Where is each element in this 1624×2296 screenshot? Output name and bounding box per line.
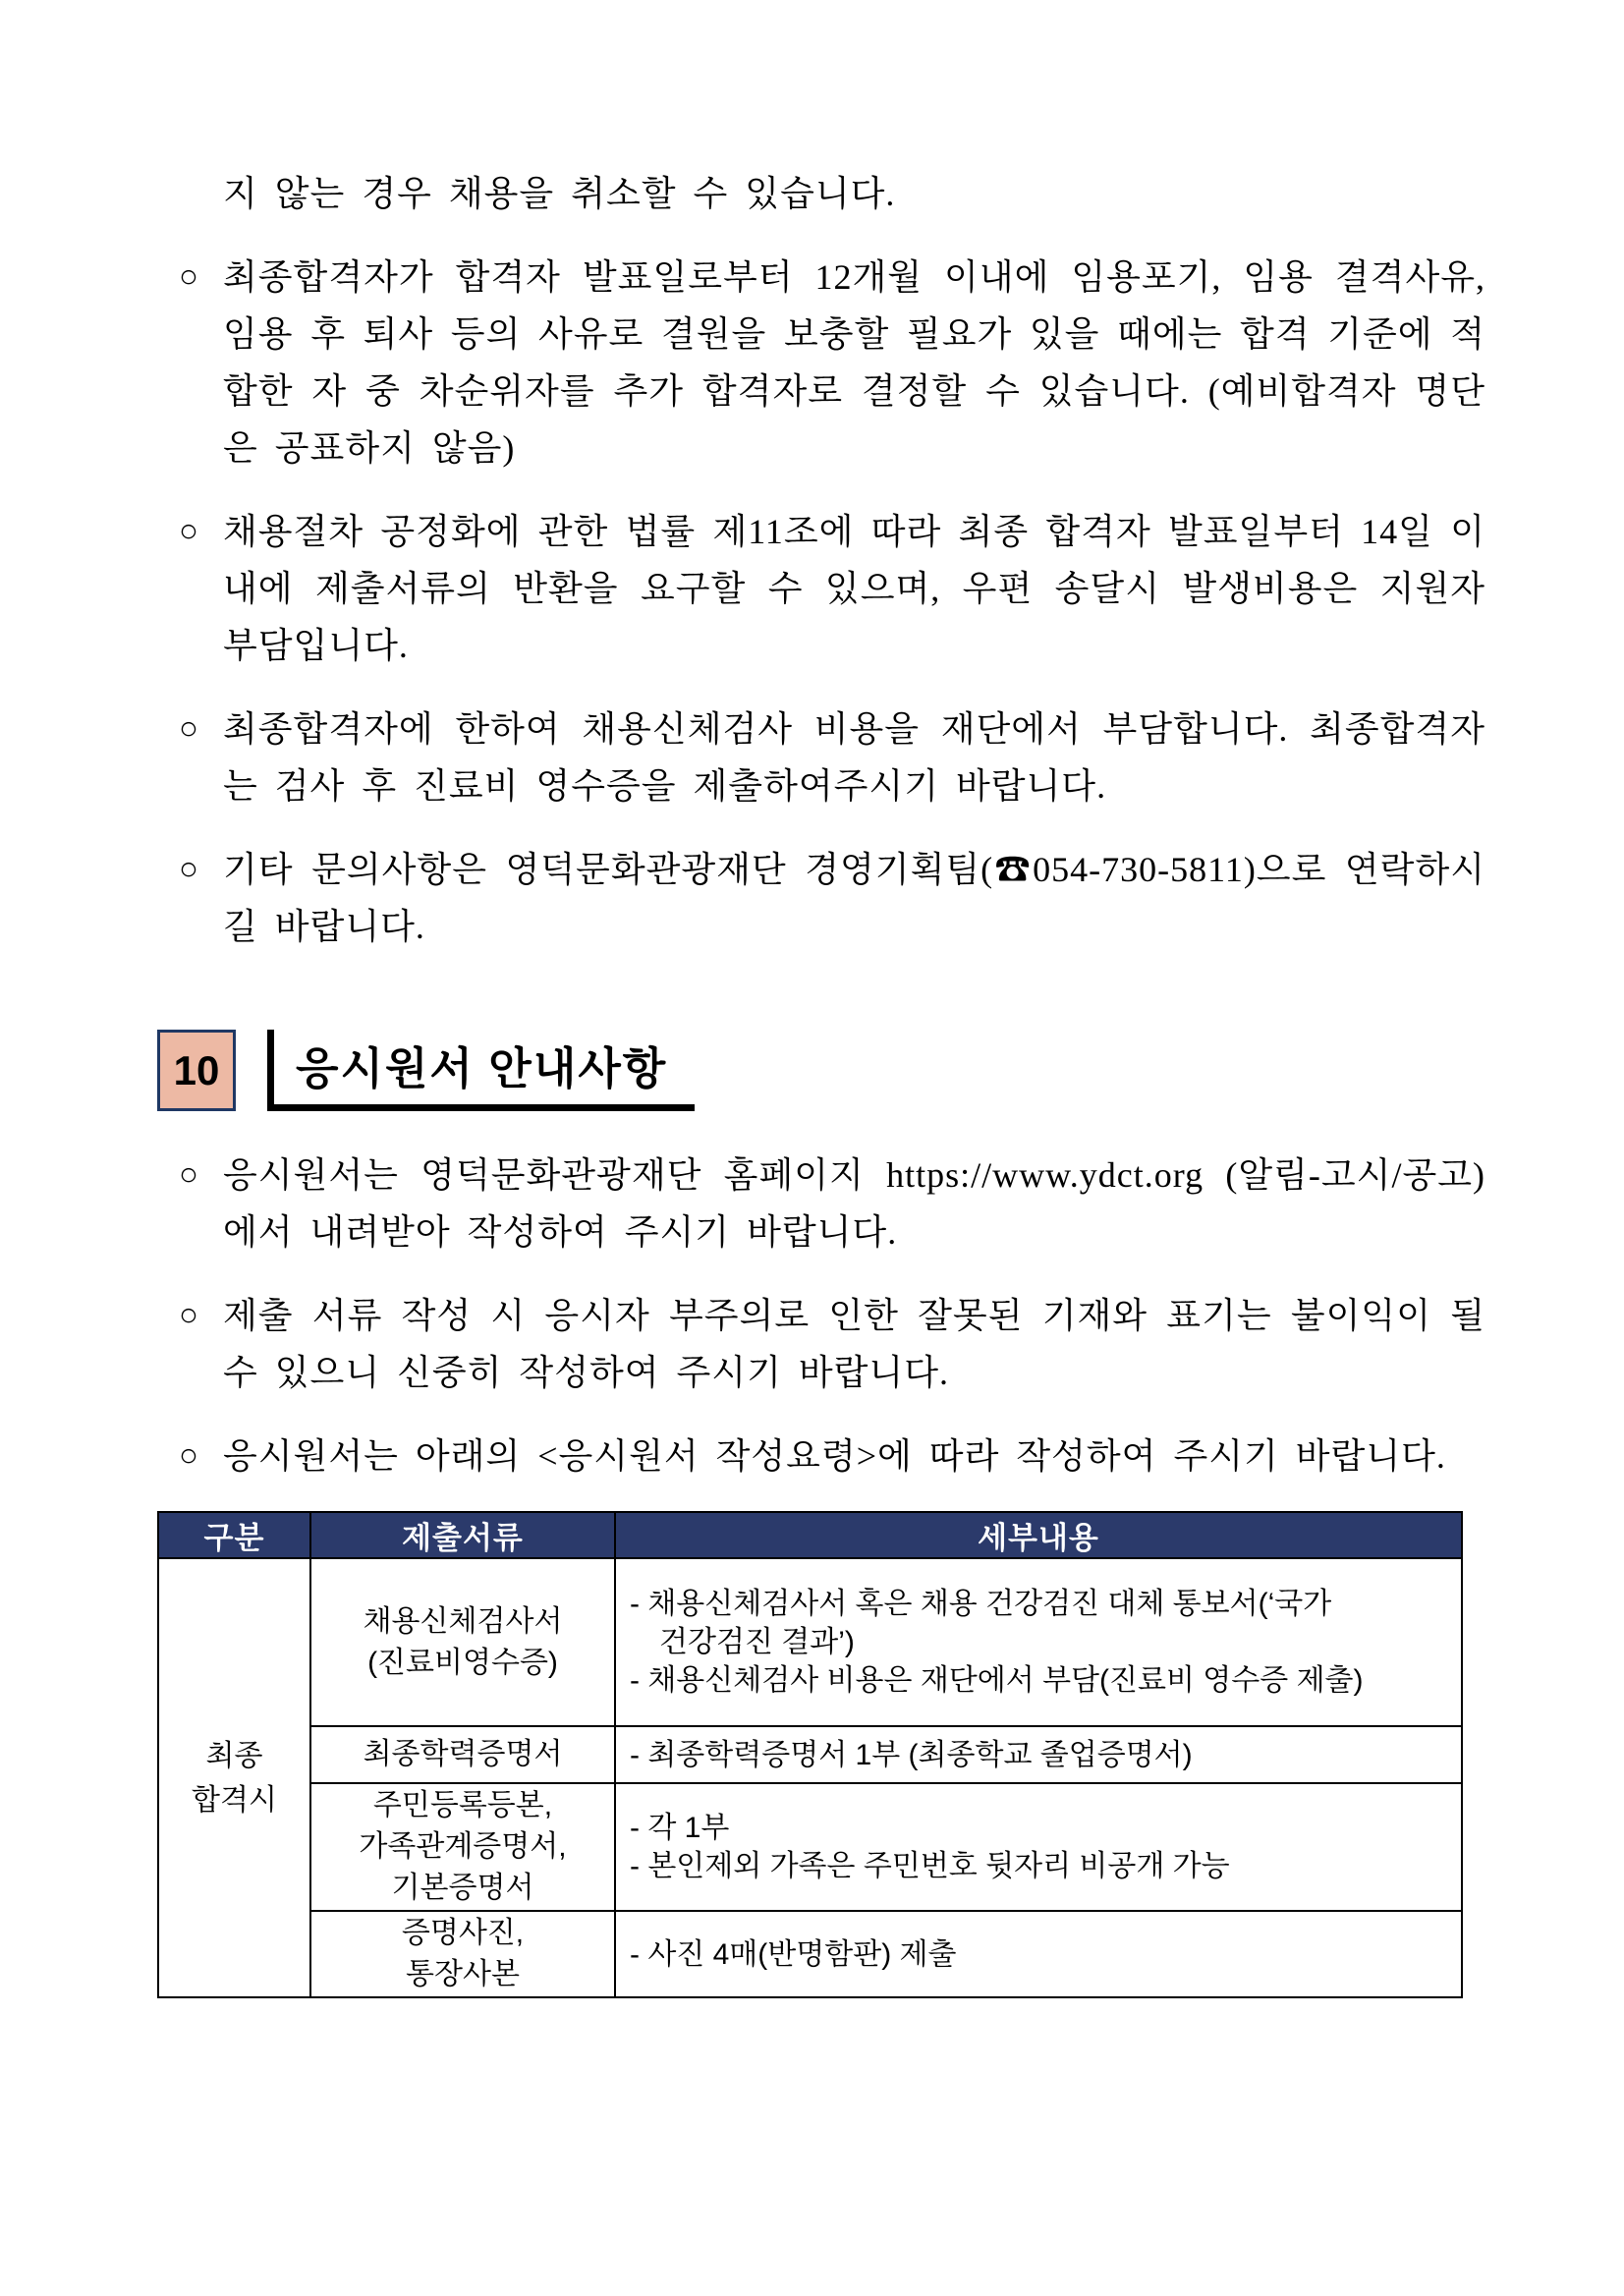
bullet-paragraph <box>179 700 1485 814</box>
bullet-text: 최종합격자에 한하여 채용신체검사 비용을 재단에서 부담합니다. 최종합격자는 검사 후 진료비 영수증을 제출하여주시기 바랍니다. <box>223 709 1485 806</box>
continuation-text: 지 않는 경우 채용을 취소할 수 있습니다. <box>223 174 896 213</box>
section-number-box <box>157 1030 236 1111</box>
circle-bullet-icon: ○ <box>179 852 199 887</box>
circle-bullet-icon: ○ <box>179 1298 199 1333</box>
doc-name-line: 주민등록등본, <box>372 1789 553 1821</box>
circle-bullet-icon: ○ <box>179 1157 199 1193</box>
detail-cell <box>615 1726 1462 1783</box>
doc-name-line: 채용신체검사서 <box>363 1604 563 1638</box>
bullet-paragraph <box>179 841 1485 955</box>
detail-cell <box>615 1558 1462 1726</box>
detail-line: - 채용신체검사서 혹은 채용 건강검진 대체 통보서(‘국가 <box>630 1588 1332 1620</box>
docs-cell <box>310 1911 615 1997</box>
detail-line: 건강검진 결과’) <box>659 1626 855 1658</box>
group-label-line: 합격시 <box>192 1783 277 1817</box>
table-row <box>158 1558 1462 1726</box>
table-row <box>158 1726 1462 1783</box>
doc-name-line: (진료비영수증) <box>367 1646 558 1679</box>
bullet-text: 최종합격자가 합격자 발표일로부터 12개월 이내에 임용포기, 임용 결격사유, 임용 후 퇴사 등의 사유로 결원을 보충할 필요가 있을 때에는 합격 기준에 적합한 자 중 차순위자를 추가 합격자로 결정할 수 있습니다. (예비합격자 명단은 공표하지 않음) <box>223 257 1485 468</box>
docs-cell <box>310 1558 615 1726</box>
detail-cell <box>615 1911 1462 1997</box>
docs-cell <box>310 1783 615 1911</box>
bullet-paragraph <box>179 1287 1485 1401</box>
detail-line: - 본인제외 가족은 주민번호 뒷자리 비공개 가능 <box>630 1850 1230 1882</box>
doc-name-line: 가족관계증명서, <box>359 1830 567 1863</box>
bullet-text: 기타 문의사항은 영덕문화관광재단 경영기획팀(☎054-730-5811)으로 연락하시길 바랍니다. <box>223 850 1485 946</box>
table-row <box>158 1911 1462 1997</box>
section-title: 응시원서 안내사항 <box>296 1042 668 1093</box>
detail-line: - 채용신체검사 비용은 재단에서 부담(진료비 영수증 제출) <box>630 1664 1364 1697</box>
table-row <box>158 1783 1462 1911</box>
header-details: 세부내용 <box>615 1512 1462 1558</box>
detail-line: - 사진 4매(반명함판) 제출 <box>630 1937 957 1971</box>
doc-name-line: 기본증명서 <box>391 1872 534 1904</box>
doc-name-line: 증명사진, <box>401 1917 525 1949</box>
header-documents: 제출서류 <box>310 1512 615 1558</box>
circle-bullet-icon: ○ <box>179 259 199 295</box>
bullet-paragraph <box>179 503 1485 674</box>
detail-line: - 각 1부 <box>630 1812 730 1844</box>
doc-name-line: 통장사본 <box>406 1958 520 1990</box>
detail-line: - 최종학력증명서 1부 (최종학교 졸업증명서) <box>630 1738 1193 1771</box>
docs-cell <box>310 1726 615 1783</box>
section-number: 10 <box>173 1046 220 1093</box>
bullet-text: 제출 서류 작성 시 응시자 부주의로 인한 잘못된 기재와 표기는 불이익이 될 수 있으니 신중히 작성하여 주시기 바랍니다. <box>223 1296 1485 1392</box>
section-title-rule <box>267 1030 695 1111</box>
doc-name-line: 최종학력증명서 <box>363 1738 563 1770</box>
application-documents-table <box>157 1511 1463 1998</box>
group-cell-final-pass <box>158 1558 310 1997</box>
bullet-text: 응시원서는 영덕문화관광재단 홈페이지 https://www.ydct.org (알림-고시/공고)에서 내려받아 작성하여 주시기 바랍니다. <box>223 1155 1485 1252</box>
table-header-row <box>158 1512 1462 1558</box>
circle-bullet-icon: ○ <box>179 514 199 549</box>
detail-cell <box>615 1783 1462 1911</box>
bullet-text: 응시원서는 아래의 <응시원서 작성요령>에 따라 작성하여 주시기 바랍니다. <box>223 1436 1446 1476</box>
group-label-line: 최종 <box>205 1739 263 1772</box>
bullet-text: 채용절차 공정화에 관한 법률 제11조에 따라 최종 합격자 발표일부터 14일 이내에 제출서류의 반환을 요구할 수 있으며, 우편 송달시 발생비용은 지원자 부담입니다. <box>223 512 1485 665</box>
continuation-paragraph <box>179 165 1485 222</box>
header-category: 구분 <box>158 1512 310 1558</box>
section-header <box>157 1030 1485 1111</box>
circle-bullet-icon: ○ <box>179 711 199 747</box>
bullet-paragraph <box>179 1428 1485 1484</box>
bullet-paragraph <box>179 249 1485 476</box>
circle-bullet-icon: ○ <box>179 1438 199 1474</box>
bullet-paragraph <box>179 1147 1485 1260</box>
